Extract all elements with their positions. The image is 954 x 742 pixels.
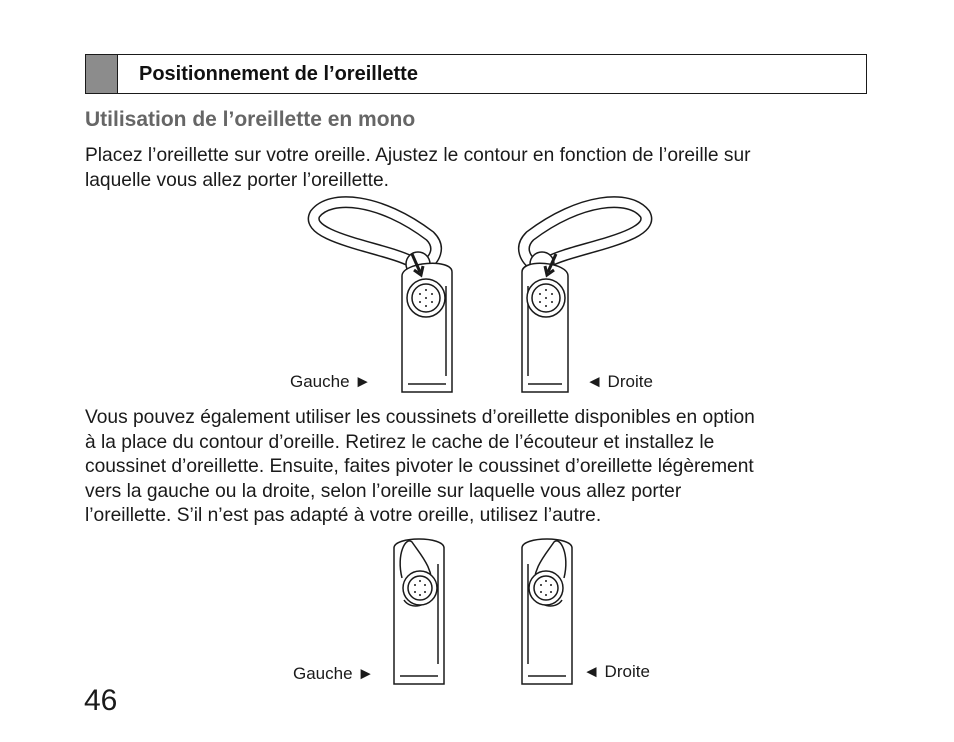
right-headset-illustration: [522, 202, 646, 392]
instruction-paragraph-1: [85, 144, 885, 193]
paragraph-line: Placez l’oreillette sur votre oreille. Ajustez le contour en fonction de l’oreille sur: [85, 145, 751, 166]
right-label: ◄ Droite: [583, 662, 650, 681]
section-header: [85, 54, 867, 94]
left-label: Gauche ►: [290, 372, 372, 391]
right-label: ◄ Droite: [586, 372, 653, 391]
left-headset-illustration: [314, 202, 452, 392]
paragraph-line: à la place du contour d’oreille. Retirez le cache de l’écouteur et installez le: [85, 431, 715, 453]
left-label: Gauche ►: [293, 664, 375, 683]
paragraph-line: l’oreillette. S’il n’est pas adapté à votre oreille, utilisez l’autre.: [85, 505, 602, 526]
ear-hook-figure: [280, 196, 680, 400]
paragraph-line: Vous pouvez également utiliser les coussinets d’oreillette disponibles en option: [85, 407, 755, 428]
subsection-title: Utilisation de l’oreillette en mono: [85, 108, 416, 131]
section-title: Positionnement de l’oreillette: [139, 62, 418, 85]
paragraph-line: laquelle vous allez porter l’oreillette.: [85, 169, 389, 191]
section-header-tab: [86, 55, 118, 93]
right-headset-gel-illustration: [522, 539, 572, 684]
paragraph-line: coussinet d’oreillette. Ensuite, faites pivoter le coussinet d’oreillette légèrement: [85, 456, 754, 477]
left-headset-gel-illustration: [394, 539, 444, 684]
ear-gel-figure: [280, 534, 680, 692]
paragraph-line: vers la gauche ou la droite, selon l’oreille sur laquelle vous allez porter: [85, 480, 682, 502]
page-number: 46: [84, 684, 118, 717]
instruction-paragraph-2: [85, 406, 885, 529]
